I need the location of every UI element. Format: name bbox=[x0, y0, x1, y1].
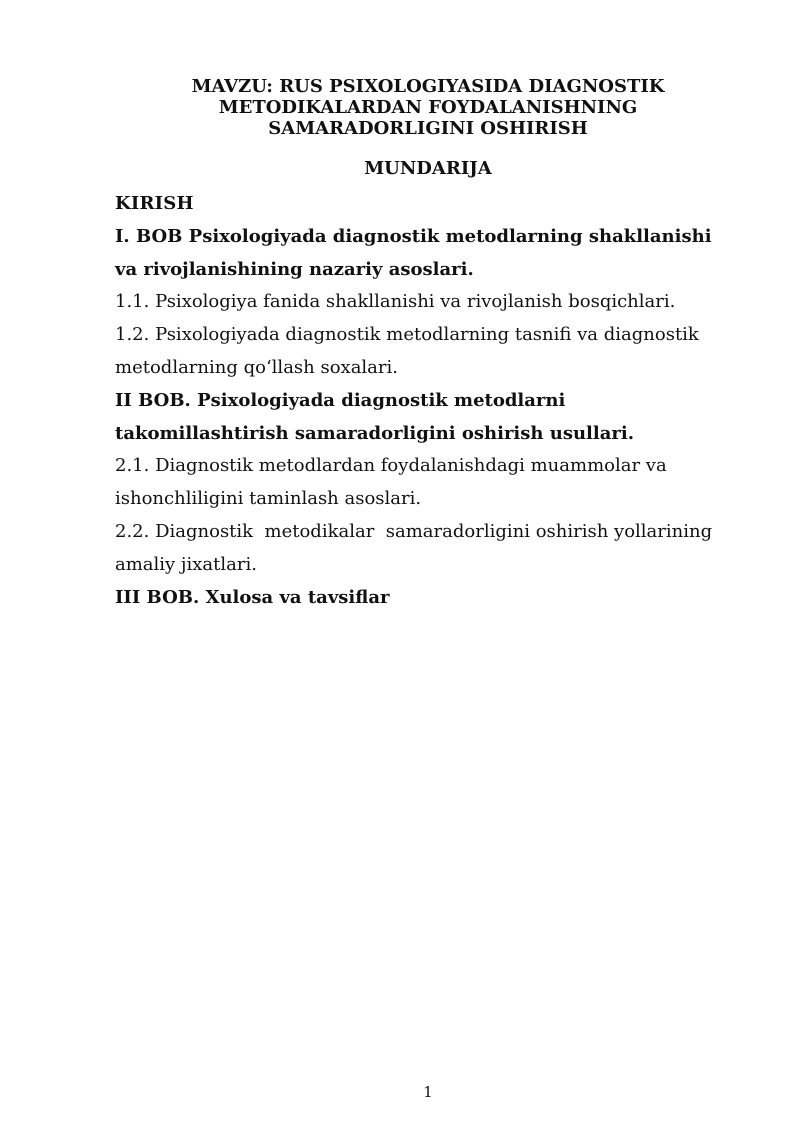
toc-section-1-2-line-1: 1.2. Psixologiyada diagnostik metodlarning tasnifi va diagnostik bbox=[115, 324, 699, 346]
toc-intro: KIRISH bbox=[115, 193, 194, 214]
toc-section-2-1-line-1: 2.1. Diagnostik metodlardan foydalanishdagi muammolar va bbox=[115, 455, 667, 477]
title-line-3: SAMARADORLIGINI OSHIRISH bbox=[268, 118, 588, 139]
toc-section-2-2-line-1: 2.2. Diagnostik metodikalar samaradorligini oshirish yollarining bbox=[115, 520, 713, 542]
toc-section-1-1: 1.1. Psixologiya fanida shakllanishi va rivojlanish bosqichlari. bbox=[115, 291, 676, 313]
toc-chapter-3-title: III BOB. Xulosa va tavsiflar bbox=[115, 586, 390, 608]
toc-section-2-2-line-2: amaliy jixatlari. bbox=[115, 553, 257, 575]
page-number: 1 bbox=[423, 1083, 433, 1101]
toc-chapter-1-title-line-1: I. BOB Psixologiyada diagnostik metodlarning shakllanishi bbox=[115, 225, 712, 247]
toc-chapter-2-title-line-1: II BOB. Psixologiyada diagnostik metodlarni bbox=[115, 389, 566, 411]
contents-heading: MUNDARIJA bbox=[364, 158, 492, 179]
toc-section-1-2-line-2: metodlarning qo‘llash soxalari. bbox=[115, 356, 398, 378]
toc-chapter-2-title-line-2: takomillashtirish samaradorligini oshirish usullari. bbox=[115, 422, 634, 444]
document-title bbox=[115, 76, 741, 139]
toc-section-2-1-line-2: ishonchliligini taminlash asoslari. bbox=[115, 488, 422, 510]
title-line-1: MAVZU: RUS PSIXOLOGIYASIDA DIAGNOSTIK bbox=[191, 76, 665, 97]
title-line-2: METODIKALARDAN FOYDALANISHNING bbox=[218, 97, 638, 118]
table-of-contents bbox=[115, 188, 755, 614]
toc-chapter-1-title-line-2: va rivojlanishining nazariy asoslari. bbox=[115, 258, 474, 280]
